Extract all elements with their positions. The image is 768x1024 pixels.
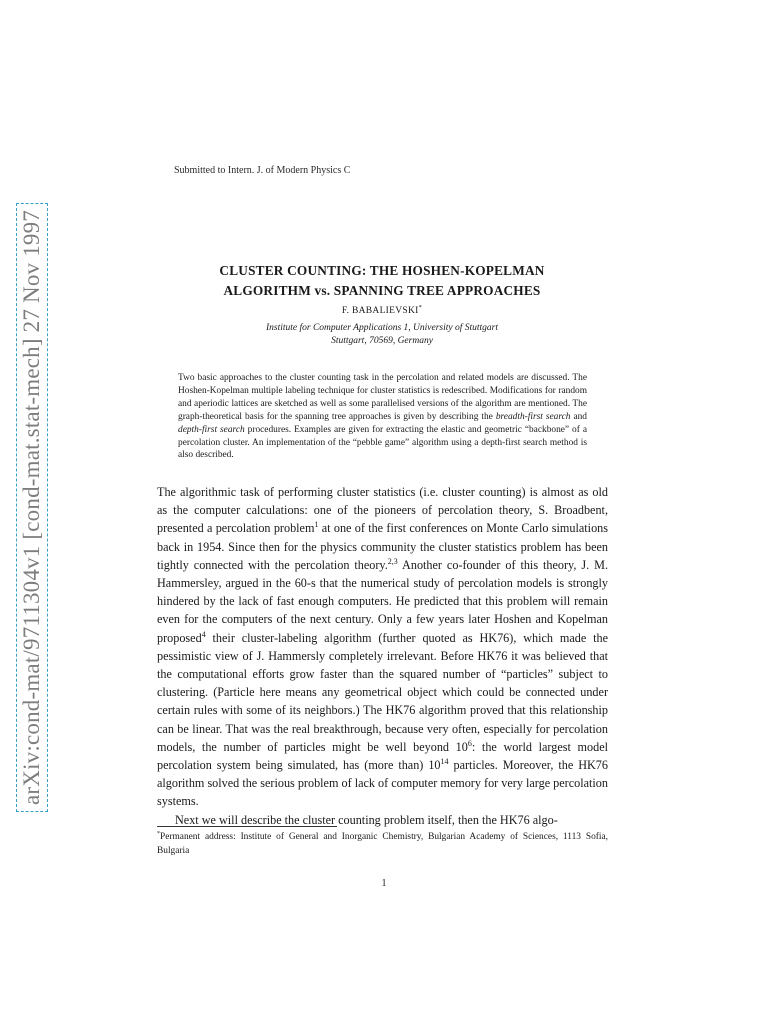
p1-text-e: : the world largest model percolation system being simulated, has (more than) 10 (157, 739, 609, 773)
citation-1: 1 (314, 520, 319, 530)
author-footnote-mark: * (418, 304, 423, 311)
page-number: 1 (381, 878, 387, 889)
paper-title-line-2: ALGORITHM vs. SPANNING TREE APPROACHES (223, 283, 541, 298)
paper-title-line-1: CLUSTER COUNTING: THE HOSHEN-KOPELMAN (219, 263, 545, 278)
footnote-rule (157, 826, 337, 827)
p1-text-c: Another co-founder of this theory, J. M. Hammersley, argued in the 60-s that the numerical study of percolation models is strongly hindered by the lack of fast enough computers. He predicted that this problem will remain even for the computers of the next century. Only a few years later Hoshen and Kopelman proposed (157, 557, 608, 645)
affiliation-line-2: Stuttgart, 70569, Germany (331, 336, 433, 347)
arxiv-stamp-box (16, 203, 48, 812)
p1-text-b: at one of the first conferences on Monte Carlo simulations back in 1954. Since then for the physics community the cluster statistics problem has been tightly connected with the percolation theory. (157, 521, 608, 572)
p1-text-d: their cluster-labeling algorithm (further quoted as HK76), which made the pessimistic view of J. Hammersly completely irrelevant. Before HK76 it was believed that the computational efforts grow faster than the squared number of “particles” subject to clustering. (Particle here means any geometrical object which could be connected under certain rules with some of its neighbors.) The HK76 algorithm proved that this relationship can be linear. That was the real breakthrough, because very often, especially for percolation models, the number of particles might be well beyond 10 (157, 630, 608, 754)
abstract-text-2: and (570, 411, 587, 422)
abstract-text-1: Two basic approaches to the cluster counting task in the percolation and related models are discussed. The Hoshen-Kopelman multiple labeling technique for cluster statistics is redescribed. Modifications for random and aperiodic lattices are sketched as well as some parallelised versions of the algorithm are mentioned. The graph-theoretical basis for the spanning tree approaches is given by describing the (178, 373, 587, 422)
citation-2-3: 2,3 (387, 556, 398, 566)
arxiv-identifier: arXiv:cond-mat/9711304v1 [cond-mat.stat-mech] 27 Nov 1997 (19, 210, 44, 805)
footnote (157, 828, 608, 858)
footnote-mark: * (157, 831, 160, 837)
p1-text-a: The algorithmic task of performing cluster statistics (i.e. cluster counting) is almost as old as the computer calculations: one of the pioneers of percolation theory, S. Broadbent, presented a percolation problem (157, 485, 608, 536)
exponent-6: 6 (467, 738, 472, 748)
paragraph-2: Next we will describe the cluster counting problem itself, then the HK76 algo- (175, 812, 558, 827)
exponent-14: 14 (440, 756, 449, 766)
affiliation (157, 322, 607, 348)
p1-text-f: particles. Moreover, the HK76 algorithm solved the serious problem of lack of computer memory for very large percolation systems. (157, 758, 608, 809)
abstract-emphasis-dfs: depth-first search (178, 424, 245, 435)
abstract-emphasis-bfs: breadth-first search (495, 411, 571, 422)
author-name: F. BABALIEVSKI (341, 306, 419, 317)
title-block (157, 261, 607, 348)
paragraph-1 (157, 483, 608, 811)
footnote-text: Permanent address: Institute of General and Inorganic Chemistry, Bulgarian Academy of Sciences, 1113 Sofia, Bulgaria (157, 832, 608, 856)
author (157, 304, 607, 316)
journal-line: Submitted to Intern. J. of Modern Physics C (174, 165, 351, 176)
citation-4: 4 (201, 629, 206, 639)
abstract-text-3: procedures. Examples are given for extracting the elastic and geometric “backbone” of a percolation cluster. An implementation of the “pebble game” algorithm using a depth-first search method is also described. (178, 424, 587, 461)
affiliation-line-1: Institute for Computer Applications 1, University of Stuttgart (265, 323, 499, 334)
body-text (157, 483, 608, 829)
abstract (178, 372, 587, 462)
arxiv-stamp (14, 12, 50, 812)
